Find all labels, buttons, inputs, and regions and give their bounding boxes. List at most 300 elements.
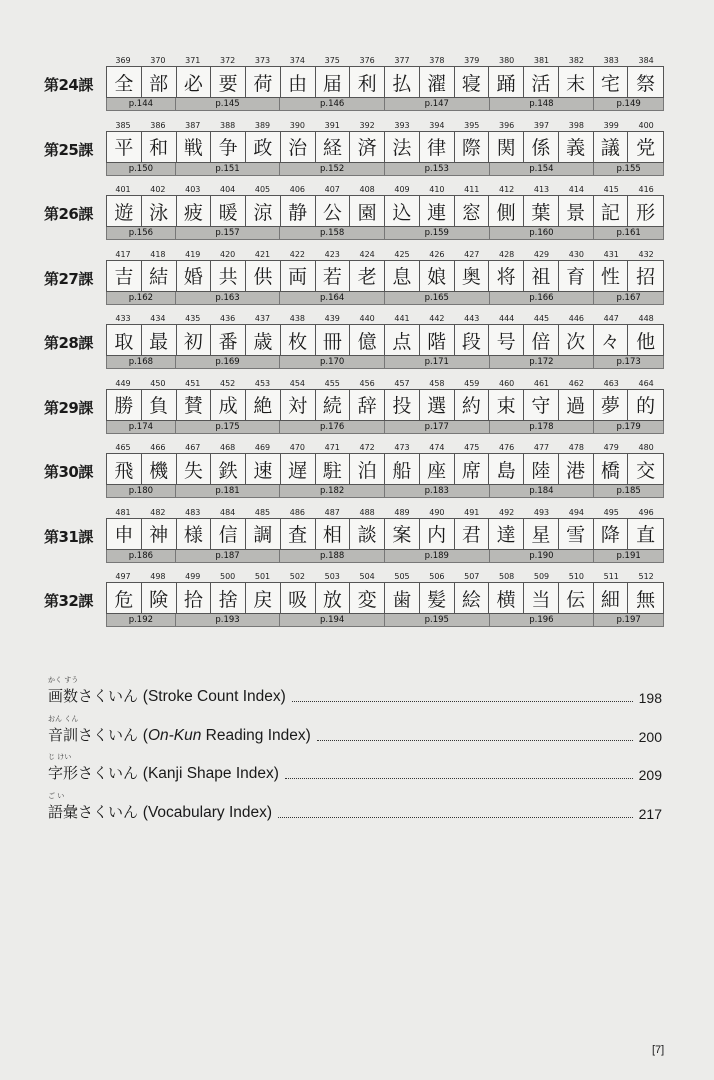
kanji-cell: 段 [455, 325, 490, 355]
kanji-cell: 達 [489, 519, 524, 549]
kanji-cell: 末 [559, 67, 594, 97]
page-ref: p.160 [490, 227, 595, 240]
kanji-cell: 飛 [107, 454, 142, 484]
kanji-number: 449 [115, 378, 131, 388]
kanji-number: 379 [464, 56, 480, 65]
page-ref: p.181 [176, 485, 281, 498]
kanji-number: 396 [498, 120, 515, 130]
kanji-number: 417 [115, 249, 131, 259]
kanji-cell: 降 [594, 519, 629, 549]
kanji-number: 437 [254, 314, 271, 323]
kanji-cell: 陸 [524, 454, 559, 484]
page-ref: p.175 [176, 421, 281, 434]
kanji-number: 371 [185, 56, 201, 65]
kanji-cell: 遊 [107, 196, 142, 226]
kanji-cell: 億 [350, 325, 385, 355]
lesson-label: 第29課 [44, 398, 93, 417]
index-page-number: 209 [638, 767, 662, 783]
page-ref: p.190 [490, 550, 595, 563]
page-ref: p.191 [594, 550, 664, 563]
kanji-cell: 荷 [246, 67, 281, 97]
index-title-english: (Stroke Count Index) [142, 688, 286, 705]
kanji-cell: 寝 [455, 67, 490, 97]
kanji-number: 376 [359, 56, 375, 65]
page-ref: p.177 [385, 421, 490, 434]
page-ref: p.173 [594, 356, 664, 369]
kanji-cell: 平 [107, 132, 142, 162]
kanji-number: 494 [568, 507, 585, 517]
page-ref: p.196 [490, 614, 595, 627]
kanji-cell: 様 [177, 519, 212, 549]
kanji-number: 426 [429, 249, 445, 259]
kanji-cell: 必 [177, 67, 212, 97]
kanji-number: 398 [568, 120, 585, 130]
page-ref-row [106, 614, 664, 627]
index-entry [48, 792, 662, 822]
kanji-number: 412 [498, 185, 515, 194]
kanji-number: 392 [359, 120, 375, 130]
kanji-cell: 点 [385, 325, 420, 355]
kanji-cell: 倍 [524, 325, 559, 355]
kanji-cell: 座 [420, 454, 455, 484]
kanji-cell: 性 [594, 261, 629, 291]
kanji-cell: 全 [107, 67, 142, 97]
kanji-number: 397 [533, 120, 550, 130]
kanji-cell: 調 [246, 519, 281, 549]
kanji-number: 456 [359, 378, 375, 388]
kanji-cell: 次 [559, 325, 594, 355]
kanji-cell: 申 [107, 519, 142, 549]
kanji-cell: 和 [142, 132, 177, 162]
kanji-number: 428 [498, 249, 515, 259]
kanji-cell: 遅 [281, 454, 316, 484]
kanji-number: 487 [324, 507, 340, 517]
kanji-number: 462 [568, 378, 585, 388]
index-title [48, 791, 273, 822]
kanji-number: 440 [359, 314, 375, 323]
index-title [48, 714, 311, 745]
kanji-number: 470 [289, 443, 306, 452]
page-ref: p.153 [385, 163, 490, 176]
page-ref: p.171 [385, 356, 490, 369]
kanji-cell: 的 [636, 395, 656, 417]
kanji-number: 442 [429, 314, 445, 323]
kanji-number: 387 [185, 120, 201, 130]
index-title [48, 753, 279, 783]
kanji-number: 413 [533, 185, 550, 194]
kanji-cell: 葉 [524, 196, 559, 226]
kanji-number: 416 [638, 185, 654, 194]
lesson-label: 第30課 [44, 463, 93, 481]
kanji-cell: 踊 [489, 67, 524, 97]
kanji-number: 466 [150, 443, 166, 452]
kanji-number: 423 [324, 249, 340, 259]
page-ref: p.197 [594, 614, 664, 627]
kanji-number: 432 [638, 249, 654, 259]
index-page-number: 200 [638, 728, 662, 745]
page-ref: p.183 [385, 485, 490, 498]
page-ref: p.163 [176, 292, 281, 305]
kanji-row [106, 453, 664, 485]
kanji-cell: 談 [350, 519, 385, 549]
kanji-cell: 泊 [350, 454, 385, 484]
kanji-cell: 変 [350, 583, 385, 613]
page-ref: p.165 [385, 292, 490, 305]
kanji-number: 468 [219, 443, 236, 452]
furigana: おん くん [48, 714, 79, 723]
kanji-number: 404 [219, 185, 236, 194]
kanji-number: 482 [150, 507, 166, 517]
kanji-cell: 失 [177, 454, 212, 484]
kanji-cell: 初 [177, 325, 212, 355]
index-page-number: 217 [638, 805, 662, 822]
kanji-number: 393 [394, 120, 410, 130]
kanji-cell: 細 [594, 583, 629, 613]
kanji-number: 406 [289, 185, 306, 194]
kanji-cell: 駐 [316, 454, 351, 484]
kanji-number: 411 [464, 185, 480, 194]
kanji-number: 409 [394, 185, 410, 194]
kanji-number: 465 [115, 443, 131, 452]
page-ref: p.145 [176, 98, 281, 111]
kanji-number: 374 [289, 56, 306, 65]
page-ref-row [106, 356, 664, 369]
page-ref: p.169 [176, 356, 281, 369]
kanji-row [106, 66, 664, 98]
page-ref: p.179 [594, 421, 664, 434]
kanji-cell: 戦 [177, 132, 212, 162]
kanji-cell: 危 [107, 583, 142, 613]
kanji-number: 509 [533, 572, 550, 581]
kanji-cell: 園 [350, 196, 385, 226]
kanji-number: 484 [219, 507, 236, 517]
kanji-number: 502 [289, 572, 306, 581]
page-ref: p.195 [385, 614, 490, 627]
kanji-cell: 暖 [211, 196, 246, 226]
kanji-cell: 最 [142, 325, 177, 355]
kanji-cell: 戻 [246, 583, 281, 613]
kanji-cell: 勝 [107, 390, 142, 420]
kanji-cell: 公 [316, 196, 351, 226]
kanji-cell: 橋 [594, 454, 629, 484]
kanji-cell: 鉄 [211, 454, 246, 484]
kanji-cell: 祭 [636, 72, 656, 95]
kanji-number: 486 [289, 507, 306, 517]
index-title-kanji: 画数さくいん [48, 687, 143, 705]
kanji-cell: 交 [636, 459, 656, 482]
kanji-number: 401 [115, 185, 131, 194]
kanji-number: 438 [289, 314, 306, 323]
page-ref-row [106, 485, 664, 498]
kanji-cell: 絶 [246, 390, 281, 420]
index-title [48, 676, 286, 706]
kanji-cell: 伝 [559, 583, 594, 613]
page-ref-row [106, 227, 664, 240]
kanji-number: 395 [464, 120, 480, 130]
kanji-cell: 続 [316, 390, 351, 420]
kanji-number: 444 [498, 314, 515, 323]
kanji-cell: 辞 [350, 390, 385, 420]
kanji-cell: 雪 [559, 519, 594, 549]
kanji-cell: 届 [316, 67, 351, 97]
kanji-cell: 々 [594, 325, 629, 355]
kanji-number: 488 [359, 507, 375, 517]
page-ref: p.168 [106, 356, 176, 369]
page-ref: p.172 [490, 356, 595, 369]
page-ref: p.154 [490, 163, 595, 176]
furigana: じ けい [48, 753, 72, 761]
kanji-number: 443 [464, 314, 480, 323]
kanji-number: 441 [394, 314, 410, 323]
page-ref: p.155 [594, 163, 664, 176]
kanji-cell: 連 [420, 196, 455, 226]
kanji-cell: 島 [489, 454, 524, 484]
kanji-cell: 党 [636, 137, 656, 159]
page-number: [7] [652, 1044, 665, 1056]
lesson-label: 第28課 [44, 334, 93, 352]
kanji-cell: 法 [385, 132, 420, 162]
kanji-number: 373 [254, 56, 271, 65]
kanji-number: 473 [394, 443, 410, 452]
kanji-number: 501 [254, 572, 271, 581]
kanji-cell: 席 [455, 454, 490, 484]
kanji-row [106, 260, 664, 292]
kanji-number: 399 [603, 120, 619, 130]
kanji-cell: 政 [246, 132, 281, 162]
kanji-row [106, 582, 664, 614]
kanji-number: 447 [603, 314, 619, 323]
kanji-cell: 両 [281, 261, 316, 291]
index-title-kanji: 字形さくいん [48, 764, 143, 782]
kanji-number: 434 [150, 314, 166, 323]
page-ref: p.162 [106, 292, 176, 305]
dot-leader [285, 777, 633, 779]
kanji-number: 495 [603, 507, 619, 517]
furigana: ご い [48, 791, 65, 800]
kanji-number: 436 [219, 314, 236, 323]
kanji-cell: 将 [489, 261, 524, 291]
page-ref: p.164 [280, 292, 385, 305]
kanji-number: 388 [219, 120, 236, 130]
kanji-number: 415 [603, 185, 619, 194]
page-ref: p.151 [176, 163, 281, 176]
lesson-label: 第24課 [44, 76, 93, 94]
kanji-cell: 供 [246, 261, 281, 291]
kanji-cell: 係 [524, 132, 559, 162]
kanji-number: 493 [533, 507, 550, 517]
kanji-cell: 投 [385, 390, 420, 420]
kanji-cell: 婚 [177, 261, 212, 291]
kanji-row [106, 389, 664, 421]
kanji-cell: 娘 [420, 261, 455, 291]
kanji-number: 453 [254, 378, 271, 388]
index-entry [48, 753, 662, 783]
kanji-number: 512 [638, 572, 654, 581]
kanji-number: 451 [185, 378, 201, 388]
kanji-cell: 取 [107, 325, 142, 355]
kanji-cell: 夢 [594, 390, 629, 420]
kanji-cell: 治 [281, 132, 316, 162]
kanji-cell: 景 [559, 196, 594, 226]
kanji-cell: 濯 [420, 67, 455, 97]
kanji-cell: 険 [142, 583, 177, 613]
kanji-row [106, 131, 664, 163]
kanji-number: 445 [533, 314, 550, 323]
kanji-cell: 号 [489, 325, 524, 355]
page-ref: p.194 [280, 614, 385, 627]
kanji-cell: 招 [636, 266, 656, 288]
kanji-number: 454 [289, 378, 306, 388]
page-ref: p.188 [280, 550, 385, 563]
kanji-cell: 速 [246, 454, 281, 484]
kanji-cell: 君 [455, 519, 490, 549]
kanji-number: 492 [498, 507, 515, 517]
kanji-number: 439 [324, 314, 340, 323]
kanji-number: 431 [603, 249, 619, 259]
page-ref: p.150 [106, 163, 176, 176]
kanji-number: 472 [359, 443, 375, 452]
kanji-number: 418 [150, 249, 166, 259]
kanji-number: 382 [568, 56, 585, 65]
page-ref: p.192 [106, 614, 176, 627]
page-ref: p.186 [106, 550, 176, 563]
kanji-number: 459 [464, 378, 480, 388]
kanji-cell: 若 [316, 261, 351, 291]
kanji-number: 476 [498, 443, 515, 452]
kanji-number: 433 [115, 314, 131, 323]
kanji-cell: 律 [420, 132, 455, 162]
kanji-number: 499 [185, 572, 201, 581]
kanji-cell: 共 [211, 261, 246, 291]
kanji-cell: 負 [142, 390, 177, 420]
kanji-number: 430 [568, 249, 585, 259]
kanji-cell: 髪 [420, 583, 455, 613]
kanji-cell: 際 [455, 132, 490, 162]
page-ref-row [106, 98, 664, 111]
page-ref: p.157 [176, 227, 281, 240]
kanji-cell: 泳 [142, 196, 177, 226]
kanji-cell: 星 [524, 519, 559, 549]
kanji-cell: 争 [211, 132, 246, 162]
kanji-number: 383 [603, 56, 619, 65]
kanji-cell: 要 [211, 67, 246, 97]
kanji-cell: 吸 [281, 583, 316, 613]
kanji-number: 461 [533, 378, 550, 388]
page-ref: p.167 [594, 292, 664, 305]
kanji-number: 378 [429, 56, 445, 65]
page-ref: p.187 [176, 550, 281, 563]
lesson-label: 第31課 [44, 527, 93, 546]
kanji-cell: 枚 [281, 325, 316, 355]
kanji-number: 475 [464, 443, 480, 452]
page-ref: p.178 [490, 421, 595, 434]
page-ref: p.189 [385, 550, 490, 563]
index-page-number: 198 [638, 690, 662, 706]
kanji-cell: 冊 [316, 325, 351, 355]
index-title-english: (Kanji Shape Index) [142, 765, 279, 782]
kanji-cell: 他 [636, 330, 656, 353]
kanji-number: 450 [150, 378, 166, 388]
kanji-cell: 神 [142, 519, 177, 549]
kanji-cell: 過 [559, 390, 594, 420]
index-title-english: (Vocabulary Index) [142, 803, 273, 821]
page-ref-row [106, 163, 664, 176]
kanji-number: 508 [498, 572, 515, 581]
page-ref: p.152 [280, 163, 385, 176]
kanji-cell: 込 [385, 196, 420, 226]
kanji-cell: 静 [281, 196, 316, 226]
kanji-cell: 信 [211, 519, 246, 549]
kanji-cell: 束 [489, 390, 524, 420]
kanji-row [106, 195, 664, 227]
kanji-number: 380 [498, 56, 515, 65]
kanji-number: 460 [498, 378, 515, 388]
page-ref: p.193 [176, 614, 281, 627]
index-title-kanji: 語彙さくいん [48, 802, 143, 821]
kanji-cell: 賛 [177, 390, 212, 420]
kanji-cell: 窓 [455, 196, 490, 226]
kanji-cell: 済 [350, 132, 385, 162]
page-ref-row [106, 550, 664, 563]
kanji-number: 505 [394, 572, 410, 581]
kanji-number: 421 [254, 249, 271, 259]
lesson-label: 第25課 [44, 140, 93, 159]
kanji-number: 429 [533, 249, 550, 259]
kanji-cell: 歯 [385, 583, 420, 613]
kanji-cell: 拾 [177, 583, 212, 613]
kanji-number: 489 [394, 507, 410, 517]
index-title-english: (On-Kun Reading Index) [142, 726, 311, 744]
page-ref-row [106, 292, 664, 305]
kanji-number: 491 [464, 507, 480, 517]
kanji-number: 420 [219, 249, 236, 259]
lesson-block [0, 572, 714, 652]
kanji-number: 485 [254, 507, 271, 517]
kanji-cell: 義 [559, 132, 594, 162]
page-ref: p.176 [280, 421, 385, 434]
page-ref: p.180 [106, 485, 176, 498]
kanji-number: 467 [185, 443, 201, 452]
kanji-number: 463 [603, 378, 619, 388]
kanji-cell: 側 [489, 196, 524, 226]
kanji-cell: 払 [385, 67, 420, 97]
page-ref: p.161 [594, 227, 664, 240]
kanji-row [106, 518, 664, 550]
page-ref: p.182 [280, 485, 385, 498]
kanji-number: 452 [219, 378, 236, 388]
kanji-cell: 選 [420, 390, 455, 420]
kanji-cell: 育 [559, 261, 594, 291]
page-ref: p.170 [280, 356, 385, 369]
kanji-number: 458 [429, 378, 445, 388]
page-ref: p.166 [490, 292, 595, 305]
dot-leader [317, 739, 633, 741]
kanji-number: 504 [359, 572, 375, 581]
kanji-cell: 祖 [524, 261, 559, 291]
kanji-cell: 結 [142, 261, 177, 291]
kanji-number: 385 [115, 120, 131, 130]
kanji-cell: 歳 [246, 325, 281, 355]
kanji-number: 490 [429, 507, 445, 517]
page-ref: p.185 [594, 485, 664, 498]
kanji-cell: 査 [281, 519, 316, 549]
kanji-number: 506 [429, 572, 445, 581]
index-entry [48, 715, 662, 745]
kanji-number: 390 [289, 120, 306, 130]
kanji-cell: 守 [524, 390, 559, 420]
kanji-cell: 部 [142, 67, 177, 97]
kanji-cell: 港 [559, 454, 594, 484]
